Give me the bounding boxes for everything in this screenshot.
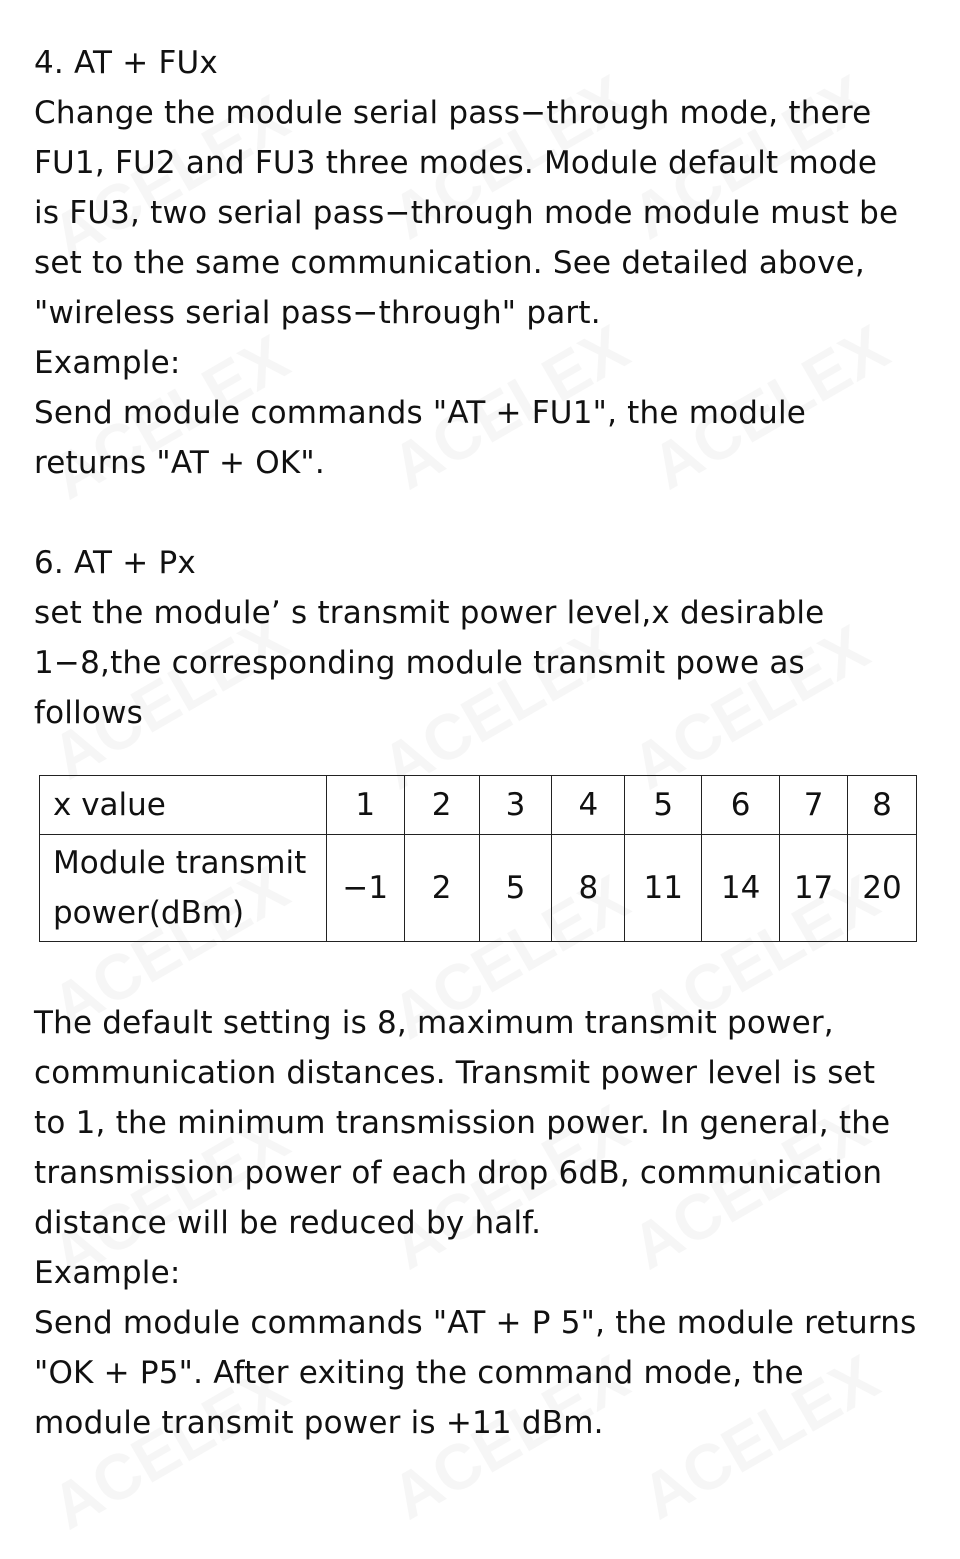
example-label: Example:: [34, 345, 181, 381]
table-cell-x: 1: [326, 776, 404, 835]
row-header-power: [40, 835, 327, 942]
section-heading: 6. AT + Px: [34, 545, 196, 581]
row-header-x-value: x value: [40, 776, 327, 835]
table-cell-power: 14: [702, 835, 780, 942]
table-cell-x: 8: [848, 776, 917, 835]
example-line: returns "AT + OK".: [34, 445, 325, 481]
paragraph-line: The default setting is 8, maximum transmit power,: [34, 1005, 834, 1041]
example-line: "OK + P5". After exiting the command mode, the: [34, 1355, 804, 1391]
example-line: module transmit power is +11 dBm.: [34, 1405, 604, 1441]
table-cell-power: −1: [326, 835, 404, 942]
paragraph-line: follows: [34, 695, 143, 731]
table-cell-x: 2: [404, 776, 479, 835]
table-cell-power: 20: [848, 835, 917, 942]
paragraph-line: 1−8,the corresponding module transmit powe as: [34, 645, 805, 681]
table-cell-x: 4: [552, 776, 625, 835]
table-cell-power: 17: [780, 835, 848, 942]
table-cell-x: 7: [780, 776, 848, 835]
paragraph-line: communication distances. Transmit power level is set: [34, 1055, 876, 1091]
table-row: [40, 776, 917, 835]
table-cell-power: 8: [552, 835, 625, 942]
example-line: Send module commands "AT + FU1", the module: [34, 395, 807, 431]
paragraph-line: FU1, FU2 and FU3 three modes. Module default mode: [34, 145, 878, 181]
paragraph-line: Change the module serial pass−through mode, there: [34, 95, 872, 131]
table-cell-power: 11: [625, 835, 702, 942]
row-header-power-line2: power(dBm): [53, 895, 245, 931]
paragraph-line: to 1, the minimum transmission power. In general, the: [34, 1105, 891, 1141]
table-cell-power: 2: [404, 835, 479, 942]
paragraph-line: set the module’ s transmit power level,x desirable: [34, 595, 825, 631]
table-cell-power: 5: [479, 835, 552, 942]
transmit-power-table: [39, 775, 917, 942]
paragraph-line: transmission power of each drop 6dB, communication: [34, 1155, 883, 1191]
table-cell-x: 5: [625, 776, 702, 835]
table-cell-x: 6: [702, 776, 780, 835]
row-header-power-line1: Module transmit: [53, 845, 307, 881]
paragraph-line: set to the same communication. See detailed above,: [34, 245, 865, 281]
example-line: Send module commands "AT + P 5", the module returns: [34, 1305, 917, 1341]
paragraph-line: "wireless serial pass−through" part.: [34, 295, 601, 331]
section-heading: 4. AT + FUx: [34, 45, 218, 81]
table-cell-x: 3: [479, 776, 552, 835]
paragraph-line: distance will be reduced by half.: [34, 1205, 542, 1241]
example-label: Example:: [34, 1255, 181, 1291]
paragraph-line: is FU3, two serial pass−through mode module must be: [34, 195, 899, 231]
table-row: [40, 835, 917, 942]
